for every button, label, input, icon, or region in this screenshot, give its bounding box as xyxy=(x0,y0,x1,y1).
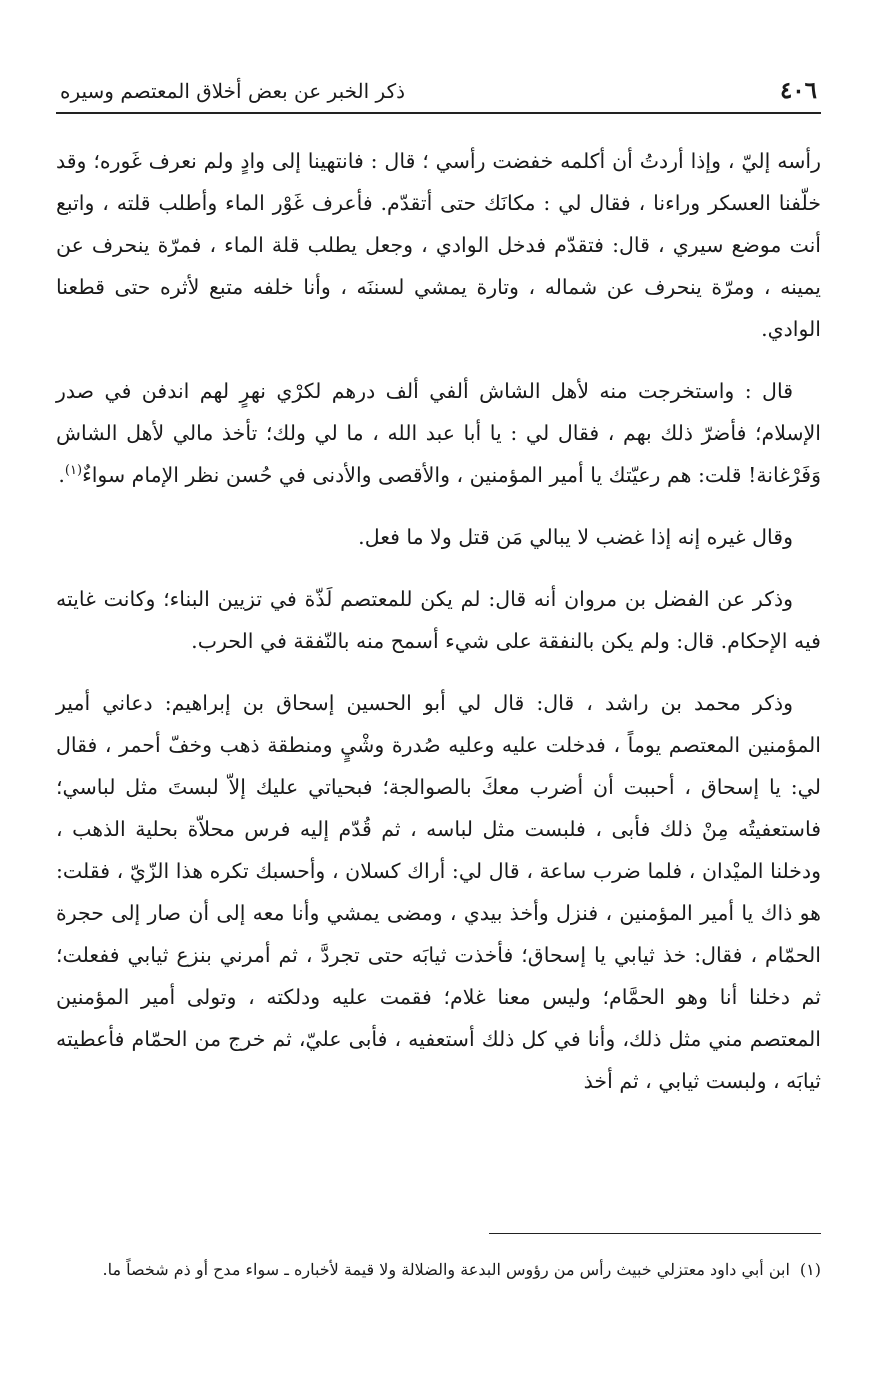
paragraph: وذكر محمد بن راشد ، قال: قال لي أبو الحسين إسحاق بن إبراهيم: دعاني أمير المؤمنين المعتصم يوماً ، فدخلت عليه وعليه صُدرة وشْيٍ ومنطقة ذهب وخفّ أحمر ، فقال لي: يا إسحاق ، أحببت أن أضرب معكَ بالصوالجة؛ فبحياتي عليك إلاّ لبستَ مثل لباسي؛ فاستعفيتُه مِنْ ذلك فأبى ، فلبست مثل لباسه ، ثم قُدّم إليه فرس محلاّة بحلية الذهب ، ودخلنا الميْدان ، فلما ضرب ساعة ، قال لي: أراك كسلان ، وأحسبك تكره هذا الزّيّ ، فقلت: هو ذاك يا أمير المؤمنين ، فنزل وأخذ بيدي ، ومضى يمشي وأنا معه إلى أن صار إلى حجرة الحمّام ، فقال: خذ ثيابي يا إسحاق؛ فأخذت ثيابَه حتى تجردَّ ، ثم أمرني بنزع ثيابي ففعلت؛ ثم دخلنا أنا وهو الحمَّام؛ وليس معنا غلام؛ فقمت عليه ودلكته ، وتولى أمير المؤمنين المعتصم مني مثل ذلك، وأنا في كل ذلك أستعفيه ، فأبى عليّ، ثم خرج من الحمّام فأعطيته ثيابَه ، ولبست ثيابي ، ثم أخذ xyxy=(56,691,821,1093)
footnote-divider xyxy=(489,1233,821,1234)
paragraph: رأسه إليّ ، وإذا أردتُ أن أكلمه خفضت رأسي ؛ قال : فانتهينا إلى وادٍ ولم نعرف غَوره؛ وقد خلّفنا العسكر وراءنا ، فقال لي : مكانَك حتى أتقدّم. فأعرف غَوْر الماء وأطلب قلته ، واتبع أنت موضع سيري ، قال: فتقدّم فدخل الوادي ، وجعل يطلب قلة الماء ، فمرّة ينحرف عن يمينه ، ومرّة ينحرف عن شماله ، وتارة يمشي لسننَه ، وأنا خلفه متبع لأثره حتى قطعنا الوادي. xyxy=(56,149,821,341)
sentence-end: . xyxy=(58,463,65,487)
footnote-reference[interactable]: (١) xyxy=(64,463,83,479)
paragraph-with-footnote xyxy=(56,370,821,496)
page-header xyxy=(56,76,821,114)
footnote-marker: (١) xyxy=(799,1260,821,1279)
footnote xyxy=(56,1255,821,1285)
running-title: ذكر الخبر عن بعض أخلاق المعتصم وسيره xyxy=(60,79,405,103)
paragraph-text: قال : واستخرجت منه لأهل الشاش ألفي ألف درهم لكرْي نهرٍ لهم اندفن في صدر الإسلام؛ فأضرّ ذلك بهم ، فقال لي : يا أبا عبد الله ، ما لي ولك؛ تأخذ مالي لأهل الشاش وَفَرْغانة! قلت: هم رعيّتك يا أمير المؤمنين ، والأقصى والأدنى في حُسن نظر الإمام سواءٌ xyxy=(56,379,821,487)
main-text xyxy=(56,140,821,1122)
paragraph: وقال غيره إنه إذا غضب لا يبالي مَن قتل ولا ما فعل. xyxy=(358,525,793,549)
paragraph: وذكر عن الفضل بن مروان أنه قال: لم يكن للمعتصم لَذّة في تزيين البناء؛ وكانت غايته فيه الإحكام. قال: ولم يكن بالنفقة على شيء أسمح منه بالنّفقة في الحرب. xyxy=(56,587,821,653)
footnote-text: ابن أبي داود معتزلي خبيث رأس من رؤوس البدعة والضلالة ولا قيمة لأخباره ـ سواء مدح أو ذم شخصاً ما. xyxy=(102,1260,790,1279)
footnotes-section xyxy=(56,1255,821,1285)
page-number: ٤٠٦ xyxy=(779,77,817,104)
